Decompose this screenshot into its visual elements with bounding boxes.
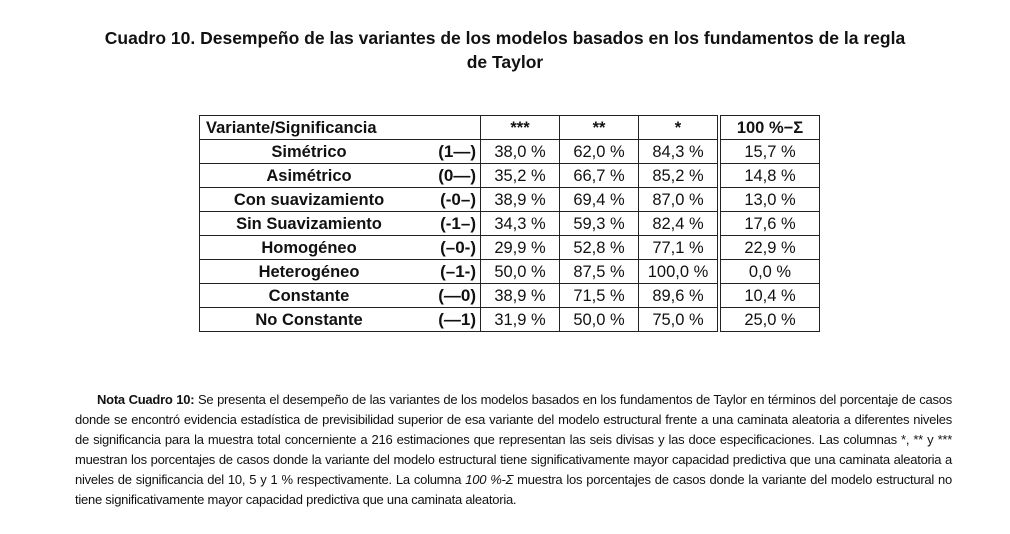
value-1pct: 34,3 % <box>481 212 560 236</box>
variant-code: (-1–) <box>418 212 481 236</box>
value-10pct: 85,2 % <box>639 164 720 188</box>
table-note <box>75 390 952 510</box>
value-10pct: 82,4 % <box>639 212 720 236</box>
note-text-2: muestra los porcentajes de casos donde la variante del modelo estructural no tiene significativamente mayor capacidad predictiva que una caminata aleatoria. <box>75 472 952 507</box>
value-5pct: 59,3 % <box>560 212 639 236</box>
variant-code: (–0-) <box>418 236 481 260</box>
header-5pct: ** <box>560 116 639 140</box>
value-1pct: 38,9 % <box>481 284 560 308</box>
value-5pct: 52,8 % <box>560 236 639 260</box>
value-complement: 25,0 % <box>719 308 820 332</box>
variant-name: Homogéneo <box>200 236 419 260</box>
table-row <box>200 284 820 308</box>
value-1pct: 29,9 % <box>481 236 560 260</box>
variant-code: (1—) <box>418 140 481 164</box>
value-1pct: 31,9 % <box>481 308 560 332</box>
value-complement: 22,9 % <box>719 236 820 260</box>
value-complement: 0,0 % <box>719 260 820 284</box>
note-label: Nota Cuadro 10: <box>97 392 195 407</box>
value-5pct: 62,0 % <box>560 140 639 164</box>
value-1pct: 38,9 % <box>481 188 560 212</box>
variant-name: Sin Suavizamiento <box>200 212 419 236</box>
variant-name: Asimétrico <box>200 164 419 188</box>
value-complement: 17,6 % <box>719 212 820 236</box>
variant-code: (—0) <box>418 284 481 308</box>
variant-name: Con suavizamiento <box>200 188 419 212</box>
table-caption <box>60 26 950 74</box>
value-10pct: 77,1 % <box>639 236 720 260</box>
variant-code: (-0–) <box>418 188 481 212</box>
value-1pct: 35,2 % <box>481 164 560 188</box>
header-complement: 100 %−Σ <box>719 116 820 140</box>
variant-name: Constante <box>200 284 419 308</box>
table-row <box>200 140 820 164</box>
value-10pct: 89,6 % <box>639 284 720 308</box>
value-complement: 14,8 % <box>719 164 820 188</box>
note-text-1: Se presenta el desempeño de las variantes de los modelos basados en los fundamentos de Taylor en términos del porcentaje de casos donde se encontró evidencia estadística de previsibilidad superior de esa variante del modelo estructural frente a una caminata aleatoria a diferentes niveles de significancia para la muestra total concerniente a 216 estimaciones que representan las seis divisas y las doce especificaciones. Las columnas *, ** y *** muestran los porcentajes de casos donde la variante del modelo estructural tiene significativamente mayor capacidad predictiva que una caminata aleatoria a niveles de significancia del 10, 5 y 1 % respectivamente. La columna <box>75 392 952 487</box>
value-complement: 13,0 % <box>719 188 820 212</box>
table-row <box>200 308 820 332</box>
table-row <box>200 260 820 284</box>
variant-code: (–1-) <box>418 260 481 284</box>
header-10pct: * <box>639 116 720 140</box>
value-5pct: 69,4 % <box>560 188 639 212</box>
value-5pct: 87,5 % <box>560 260 639 284</box>
value-1pct: 38,0 % <box>481 140 560 164</box>
variant-code: (—1) <box>418 308 481 332</box>
results-table <box>199 115 820 332</box>
caption-line-1: Cuadro 10. Desempeño de las variantes de los modelos basados en los fundamentos de la regla <box>104 28 906 48</box>
value-5pct: 50,0 % <box>560 308 639 332</box>
table-row <box>200 212 820 236</box>
value-5pct: 71,5 % <box>560 284 639 308</box>
table-row <box>200 236 820 260</box>
header-code <box>418 116 481 140</box>
note-italic: 100 %-Σ <box>465 472 514 487</box>
variant-name: Heterogéneo <box>200 260 419 284</box>
value-complement: 15,7 % <box>719 140 820 164</box>
table-header-row <box>200 116 820 140</box>
variant-name: No Constante <box>200 308 419 332</box>
value-1pct: 50,0 % <box>481 260 560 284</box>
value-10pct: 100,0 % <box>639 260 720 284</box>
value-10pct: 87,0 % <box>639 188 720 212</box>
value-complement: 10,4 % <box>719 284 820 308</box>
variant-name: Simétrico <box>200 140 419 164</box>
caption-line-2: de Taylor <box>466 52 544 72</box>
header-variant: Variante/Significancia <box>200 116 419 140</box>
value-5pct: 66,7 % <box>560 164 639 188</box>
variant-code: (0—) <box>418 164 481 188</box>
value-10pct: 75,0 % <box>639 308 720 332</box>
table-row <box>200 164 820 188</box>
header-1pct: *** <box>481 116 560 140</box>
value-10pct: 84,3 % <box>639 140 720 164</box>
table-row <box>200 188 820 212</box>
